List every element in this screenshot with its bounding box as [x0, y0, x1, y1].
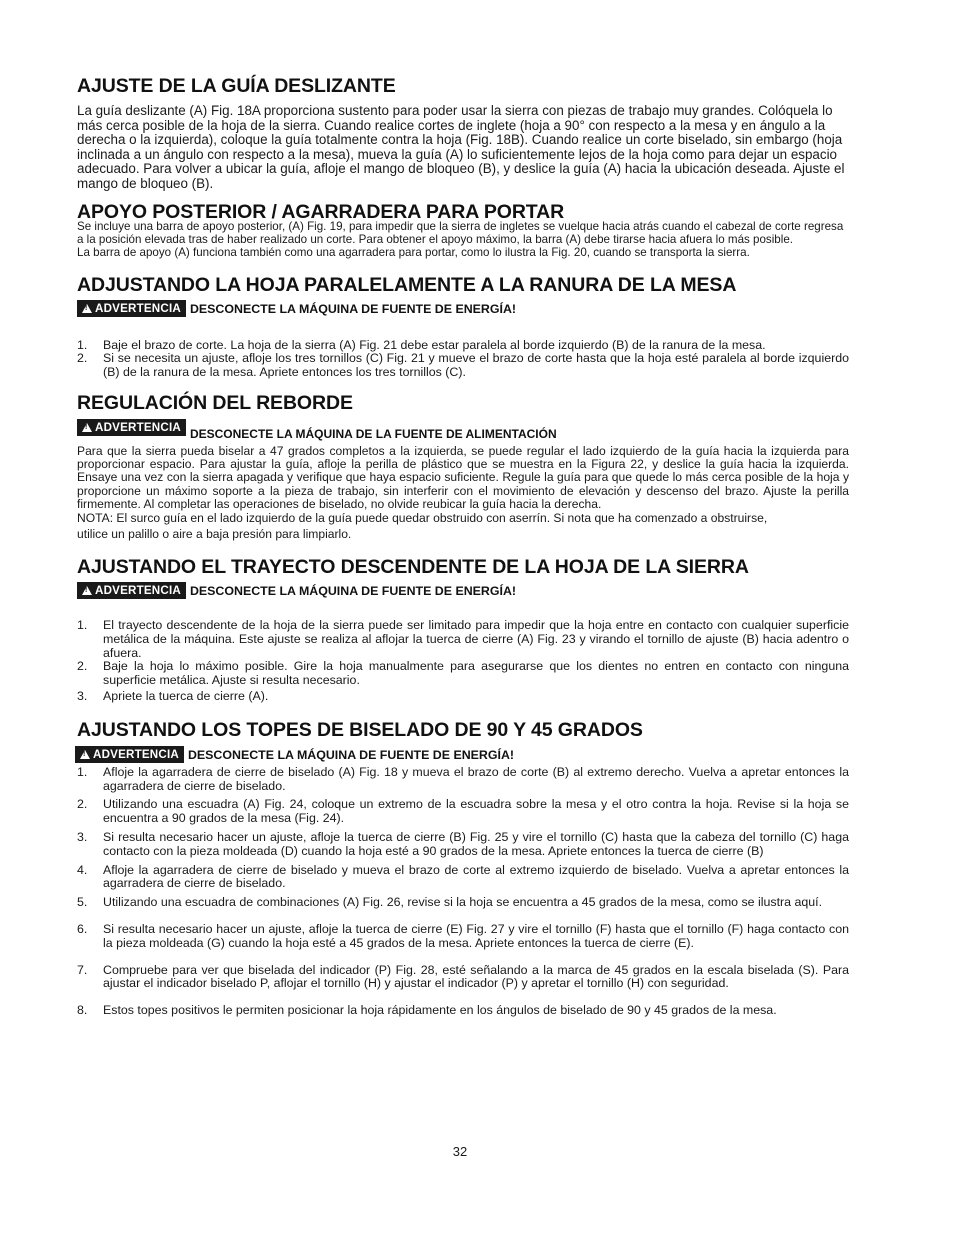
- list-item: [77, 864, 849, 892]
- section-title-paralela: ADJUSTANDO LA HOJA PARALELAMENTE A LA RANURA DE LA MESA: [77, 273, 737, 296]
- warning-triangle-icon: [82, 586, 92, 595]
- list-item-number: 6.: [77, 921, 88, 936]
- list-item-text: Apriete la tuerca de cierre (A).: [103, 688, 269, 703]
- list-item: [77, 831, 849, 859]
- list-item-text: Si se necesita un ajuste, afloje los tres tornillos (C) Fig. 21 y mueve el brazo de corte hasta que la hoja esté paralela al borde izquierdo (B) de la ranura de la mesa. Apriete entonces los tres tornillos (C).: [103, 351, 849, 380]
- list-item: [77, 964, 849, 992]
- list-item: [77, 1004, 849, 1018]
- list-item-number: 3.: [77, 688, 88, 703]
- guia-paragraph: La guía deslizante (A) Fig. 18A proporciona sustento para poder usar la sierra con piezas de trabajo muy grandes. Colóquela lo más cerca posible de la hoja de la sierra. Cuando realice cortes de inglete (hoja a 90° con respecto a la mesa y en ángulo a la derecha o la izquierda), coloque la guía totalmente contra la hoja (Fig. 18B). Cuando realice un corte biselado, sin embargo (hoja inclinada a un ángulo con respecto a la mesa), mueva la guía (A) lo suficientemente lejos de la hoja como para dejar un espacio adecuado. Para volver a ubicar la guía, afloje el mango de bloqueo (B), y deslice la guía (A) hacia la ubicación deseada. Ajuste el mango de bloqueo (B).: [77, 103, 845, 191]
- list-trayecto: [77, 619, 849, 704]
- warning-text-reborde: DESCONECTE LA MÁQUINA DE LA FUENTE DE ALIMENTACIÓN: [189, 426, 557, 441]
- list-item-text: Baje el brazo de corte. La hoja de la sierra (A) Fig. 21 debe estar paralela al borde izquierdo (B) de la ranura de la mesa.: [103, 337, 766, 352]
- section-title-guia: AJUSTE DE LA GUÍA DESLIZANTE: [77, 75, 396, 97]
- warning-badge-label: ADVERTENCIA: [95, 420, 181, 434]
- reborde-paragraph: Para que la sierra pueda biselar a 47 grados completos a la izquierda, se puede regular el lado izquierdo de la guía hacia la izquierda para proporcionar espacio. Para ajustar la guía, afloje la perilla de plástico que se muestra en la Figura 22, y deslice la guía hacia la izquierda. Ensaye una vez con la sierra apagada y verifique que haya espacio suficiente. Regule la guía para que quede lo más cerca posible de la hoja y proporcione un máximo soporte a la pieza de trabajo, sin interferir con el movimiento de elevación y descenso del brazo. Ajuste la perilla firmemente. Al completar las operaciones de biselado, no olvide reubicar la guía hacia la derecha.: [77, 443, 849, 511]
- reborde-nota-line-1: NOTA: El surco guía en el lado izquierdo de la guía puede quedar obstruido con aserrín. Si nota que ha comenzado a obstruirse,: [77, 510, 768, 525]
- list-item-number: 8.: [77, 1003, 88, 1018]
- warning-triangle-icon: [80, 750, 90, 759]
- warning-text-trayecto: DESCONECTE LA MÁQUINA DE FUENTE DE ENERGÍA!: [189, 583, 517, 598]
- list-item: [77, 923, 849, 951]
- list-item-number: 2.: [77, 351, 88, 366]
- list-item-number: 4.: [77, 862, 88, 877]
- list-item-text: Utilizando una escuadra de combinaciones (A) Fig. 26, revise si la hoja se encuentra a 45 grados de la mesa, como se ilustra aquí.: [103, 895, 823, 910]
- warning-row-paralela: [77, 300, 849, 317]
- section-title-topes: AJUSTANDO LOS TOPES DE BISELADO DE 90 Y 45 GRADOS: [77, 718, 643, 741]
- section-title-trayecto: AJUSTANDO EL TRAYECTO DESCENDENTE DE LA HOJA DE LA SIERRA: [77, 555, 749, 578]
- warning-badge: [77, 582, 186, 599]
- warning-text-paralela: DESCONECTE LA MÁQUINA DE FUENTE DE ENERGÍA!: [189, 301, 517, 316]
- page-content: [77, 70, 849, 1018]
- list-item: [77, 798, 849, 826]
- warning-badge: [77, 300, 186, 317]
- reborde-nota-line-2: utilice un palillo o aire a baja presión para limpiarlo.: [77, 526, 352, 541]
- warning-badge-label: ADVERTENCIA: [95, 583, 181, 597]
- warning-badge: [75, 746, 184, 763]
- list-item-text: Estos topes positivos le permiten posicionar la hoja rápidamente en los ángulos de biselado de 90 y 45 grados de la mesa.: [103, 1003, 777, 1018]
- warning-triangle-icon: [82, 304, 92, 313]
- list-item-number: 1.: [77, 617, 88, 632]
- list-item-number: 2.: [77, 659, 88, 674]
- page-number: 32: [452, 1144, 468, 1159]
- list-item-text: Baje la hoja lo máximo posible. Gire la hoja manualmente para asegurarse que los dientes no entren en contacto con ninguna superficie metálica. Ajuste si resulta necesario.: [103, 659, 849, 688]
- warning-row-topes: [75, 746, 849, 763]
- list-item: [77, 896, 849, 910]
- warning-text-topes: DESCONECTE LA MÁQUINA DE FUENTE DE ENERGÍA!: [187, 747, 515, 762]
- warning-badge-label: ADVERTENCIA: [93, 747, 179, 761]
- list-item-number: 1.: [77, 337, 88, 352]
- list-item-text: Afloje la agarradera de cierre de biselado (A) Fig. 18 y mueva el brazo de corte (B) al extremo derecho. Vuelva a apretar entonces la agarradera de cierre de biselado.: [103, 764, 849, 793]
- warning-triangle-icon: [82, 423, 92, 432]
- section-title-reborde: REGULACIÓN DEL REBORDE: [77, 391, 353, 414]
- list-item-number: 3.: [77, 829, 88, 844]
- list-item: [77, 690, 849, 704]
- section-title-apoyo: APOYO POSTERIOR / AGARRADERA PARA PORTAR: [77, 200, 565, 223]
- list-item-text: Compruebe para ver que biselada del indicador (P) Fig. 28, esté señalando a la marca de 45 grados en la escala biselada (S). Para ajustar el indicador biselado P, aflojar el tornillo (H) y ajustar el indicador (P) y apretar el tornillo (H) con seguridad.: [103, 962, 849, 991]
- list-item: [77, 766, 849, 794]
- list-topes: [77, 766, 849, 1018]
- list-item-number: 2.: [77, 797, 88, 812]
- list-item: [77, 619, 849, 660]
- apoyo-paragraph-1: Se incluye una barra de apoyo posterior, (A) Fig. 19, para impedir que la sierra de ingletes se vuelque hacia atrás cuando el cabezal de corte regresa a la posición elevada tras de haber realizado un corte. Para obtener el apoyo máximo, la barra (A) debe tirarse hacia afuera lo más posible.: [77, 219, 844, 246]
- apoyo-paragraph-2: La barra de apoyo (A) funciona también como una agarradera para portar, como lo ilustra la Fig. 20, cuando se transporta la sierra.: [77, 245, 750, 259]
- warning-badge-label: ADVERTENCIA: [95, 301, 181, 315]
- list-item: [77, 352, 849, 380]
- list-item-number: 1.: [77, 764, 88, 779]
- list-item-number: 5.: [77, 895, 88, 910]
- list-item-text: Si resulta necesario hacer un ajuste, afloje la tuerca de cierre (B) Fig. 25 y vire el tornillo (C) hasta que la cabeza del tornillo (C) haga contacto con la pieza moldeada (D) cuando la hoja esté a 90 grados de la mesa. Apriete entonces la tuerca de cierre (B): [103, 829, 849, 858]
- list-paralela: [77, 339, 849, 380]
- list-item: [77, 660, 849, 688]
- list-item-text: El trayecto descendente de la hoja de la sierra puede ser limitado para impedir que la hoja entre en contacto con cualquier superficie metálica de la máquina. Este ajuste se realiza al aflojar la tuerca de cierre (A) Fig. 23 y virando el tornillo de ajuste (B) hacia adentro o afuera.: [103, 617, 849, 660]
- warning-row-trayecto: [77, 582, 849, 599]
- warning-row-reborde: [77, 419, 849, 442]
- list-item-text: Utilizando una escuadra (A) Fig. 24, coloque un extremo de la escuadra sobre la mesa y el otro contra la hoja. Revise si la hoja se encuentra a 90 grados de la mesa (Fig. 24).: [103, 797, 849, 826]
- list-item-number: 7.: [77, 962, 88, 977]
- warning-badge: [77, 419, 186, 436]
- list-item-text: Afloje la agarradera de cierre de biselado y mueva el brazo de corte al extremo izquierdo de biselado. Vuelva a apretar entonces la agarradera de cierre de biselado.: [103, 862, 849, 891]
- list-item: [77, 339, 849, 353]
- list-item-text: Si resulta necesario hacer un ajuste, afloje la tuerca de cierre (E) Fig. 27 y vire el tornillo (F) hasta que el tornillo (F) haga contacto con la pieza moldeada (G) cuando la hoja esté a 45 grados de la mesa. Apriete entonces la tuerca de cierre (E).: [103, 921, 849, 950]
